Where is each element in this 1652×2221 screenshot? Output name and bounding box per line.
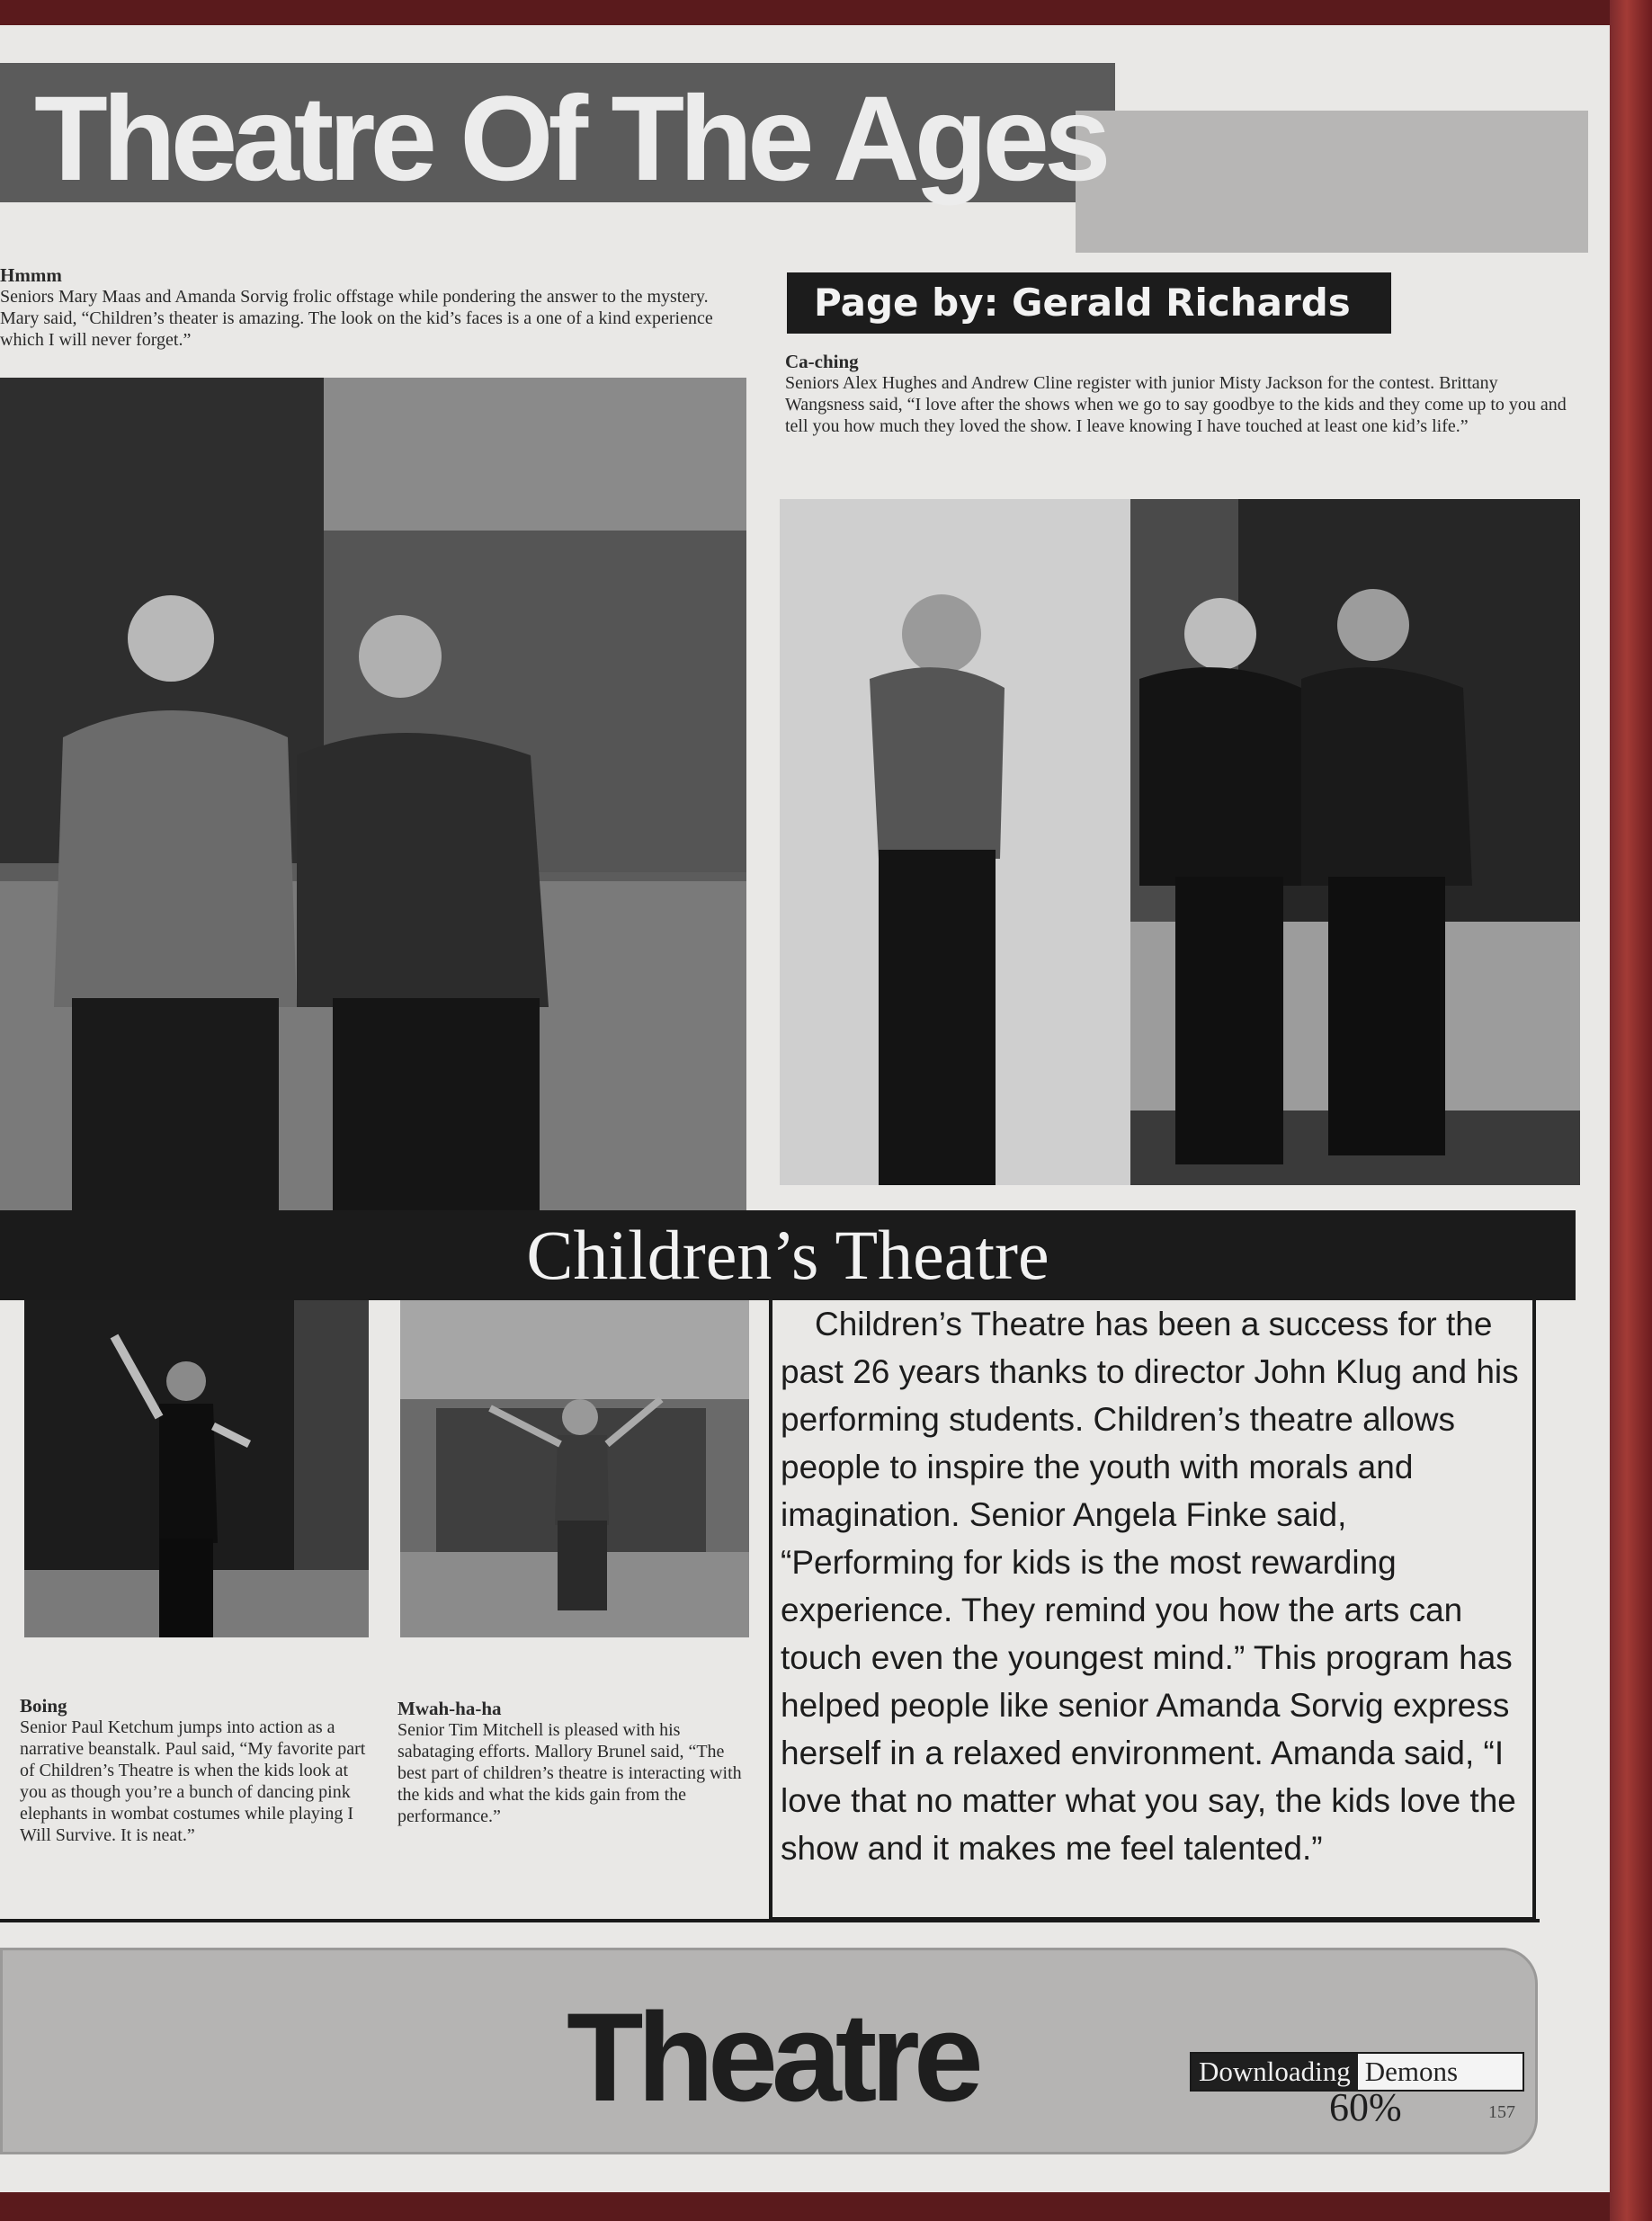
caption-title: Hmmm [0, 264, 62, 286]
caption-text: Seniors Alex Hughes and Andrew Cline register with junior Misty Jackson for the contest. Brittany Wangsness said, “I love after the shows when we go to say goodbye to the kids and they come up to you and tell you how much they loved the show. I leave knowing I have touched at least one kid’s life.” [785, 373, 1567, 436]
caption-hmmm [0, 264, 751, 351]
page-by-banner: Page by: Gerald Richards [787, 272, 1391, 334]
caption-text: Senior Paul Ketchum jumps into action as a narrative beanstalk. Paul said, “My favorite part of Children’s Theatre is when the kids look at you as though you’re a bunch of dancing pink elephants in wombat costumes while playing I Will Survive. It is neat.” [20, 1717, 366, 1845]
caption-mwah [397, 1698, 744, 1827]
photo-boing [24, 1300, 369, 1637]
section-word: Theatre [567, 1986, 978, 2127]
caption-title: Ca-ching [785, 351, 859, 372]
book-edge [1610, 0, 1652, 2221]
yearbook-page [0, 25, 1610, 2192]
section-heading: Children’s Theatre [526, 1216, 1049, 1294]
page-title: Theatre Of The Ages [34, 72, 1106, 206]
tag-dark: Downloading [1192, 2054, 1358, 2090]
caption-title: Mwah-ha-ha [397, 1698, 502, 1719]
caption-title: Boing [20, 1695, 67, 1717]
photo-mwah [400, 1300, 749, 1637]
title-sub-band [1076, 111, 1588, 253]
caption-text: Seniors Mary Maas and Amanda Sorvig frolic offstage while pondering the answer to the mystery. Mary said, “Children’s theater is amazing. The look on the kid’s faces is a one of a kind experience which I will never forget.” [0, 287, 713, 350]
caption-caching [785, 351, 1578, 437]
photo-caching [780, 499, 1580, 1185]
progress-percent: 60% [1329, 2085, 1402, 2129]
divider-line [0, 1919, 1540, 1922]
story-text: Children’s Theatre has been a success for the past 26 years thanks to director John Klug and his performing students. Children’s theatre allows people to inspire the youth with morals and imagination. Senior Angela Finke said, “Performing for kids is the most rewarding experience. They remind you how the arts can touch even the youngest mind.” This program has helped people like senior Amanda Sorvig express herself in a relaxed environment. Amanda said, “I love that no matter what you say, the kids love the show and it makes me feel talented.” [781, 1306, 1519, 1867]
photo-hmmm [0, 378, 746, 1210]
tag-light: Demons [1358, 2054, 1523, 2090]
caption-text: Senior Tim Mitchell is pleased with his sabataging efforts. Mallory Brunel said, “The best part of children’s theatre is interacting with the kids and what the kids gain from the performance.” [397, 1720, 742, 1826]
page-number: 157 [1488, 2102, 1515, 2122]
caption-boing [20, 1695, 366, 1846]
